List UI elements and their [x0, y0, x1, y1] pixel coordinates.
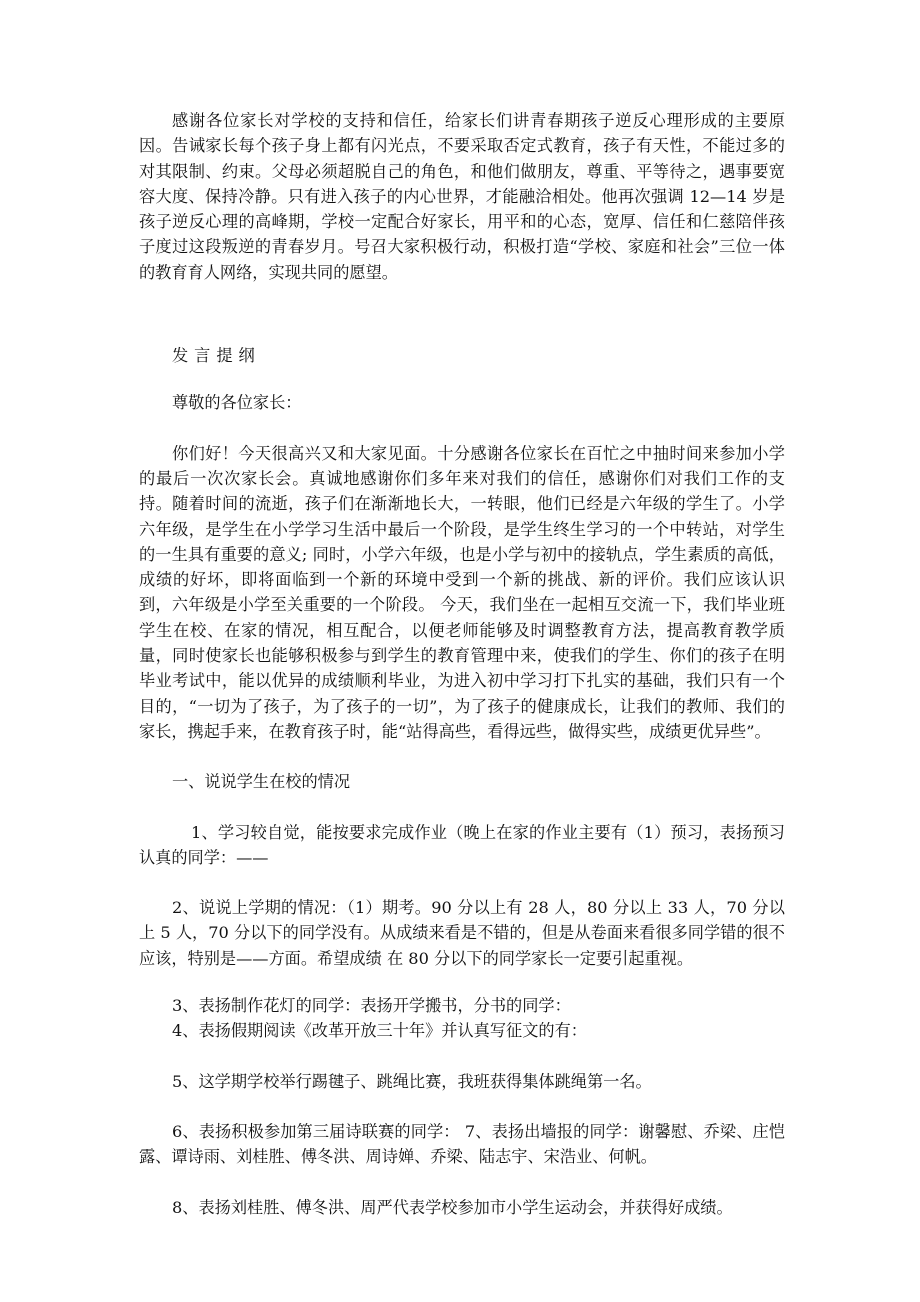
- outline-heading: 发言提纲: [172, 346, 261, 366]
- intro-paragraph: 感谢各位家长对学校的支持和信任，给家长们讲青春期孩子逆反心理形成的主要原因。告诫家长每个孩子身上都有闪光点，不要采取否定式教育，孩子有天性，不能过多的对其限制、约束。父母必须超脱自己的角色，和他们做朋友，尊重、平等待之，遇事要宽容大度、保持冷静。只有进入孩子的内心世界，才能融洽相处。他再次强调 12—14 岁是孩子逆反心理的高峰期，学校一定配合好家长，用平和的心态，宽厚、信任和仁慈陪伴孩子度过这段叛逆的青春岁月。号召大家积极行动，积极打造“学校、家庭和社会”三位一体的教育育人网络，实现共同的愿望。: [139, 111, 785, 282]
- list-item-6-7: 6、表扬积极参加第三届诗联赛的同学： 7、表扬出墙报的同学：谢馨慰、乔梁、庄恺露、谭诗雨、刘桂胜、傅冬洪、周诗婵、乔梁、陆志宇、宋浩业、何帆。: [139, 1121, 785, 1167]
- list-item-1: 1、学习较自觉，能按要求完成作业（晚上在家的作业主要有（1）预习，表扬预习认真的同学：——: [139, 822, 785, 867]
- salutation: 尊敬的各位家长：: [172, 393, 302, 413]
- document-page: [139, 108, 785, 1220]
- list-item-5: 5、这学期学校举行踢毽子、跳绳比赛，我班获得集体跳绳第一名。: [172, 1071, 652, 1091]
- list-item-2: 2、说说上学期的情况：（1）期考。90 分以上有 28 人，80 分以上 33 人，70 分以上 5 人，70 分以下的同学没有。从成绩来看是不错的，但是从卷面来看很多同学错的很不应该，特别是——方面。希望成绩 在 80 分以下的同学家长一定要引起重视。: [139, 898, 785, 968]
- list-item-3: 3、表扬制作花灯的同学：表扬开学搬书，分书的同学：: [172, 996, 571, 1016]
- list-item-8: 8、表扬刘桂胜、傅冬洪、周严代表学校参加市小学生运动会，并获得好成绩。: [172, 1197, 733, 1217]
- list-item-4: 4、表扬假期阅读《改革开放三十年》并认真写征文的有：: [172, 1021, 587, 1041]
- opening-paragraph: 你们好！今天很高兴又和大家见面。十分感谢各位家长在百忙之中抽时间来参加小学的最后一次次家长会。真诚地感谢你们多年来对我们的信任，感谢你们对我们工作的支持。随着时间的流逝，孩子们在渐渐地长大，一转眼，他们已经是六年级的学生了。小学六年级，是学生在小学学习生活中最后一个阶段，是学生终生学习的一个中转站，对学生的一生具有重要的意义; 同时，小学六年级，也是小学与初中的接轨点，学生素质的高低，成绩的好坏，即将面临到一个新的环境中受到一个新的挑战、新的评价。我们应该认识到，六年级是小学至关重要的一个阶段。 今天，我们坐在一起相互交流一下，我们毕业班学生在校、在家的情况，相互配合，以便老师能够及时调整教育方法，提高教育教学质量，同时使家长也能够积极参与到学生的教育管理中来，使我们的学生、你们的孩子在明毕业考试中，能以优异的成绩顺利毕业，为进入初中学习打下扎实的基础，我们只有一个目的，“一切为了孩子，为了孩子的一切”，为了孩子的健康成长，让我们的教师、我们的家长，携起手来，在教育孩子时，能“站得高些，看得远些，做得实些，成绩更优异些”。: [139, 443, 785, 741]
- section-title: 一、说说学生在校的情况: [172, 772, 351, 792]
